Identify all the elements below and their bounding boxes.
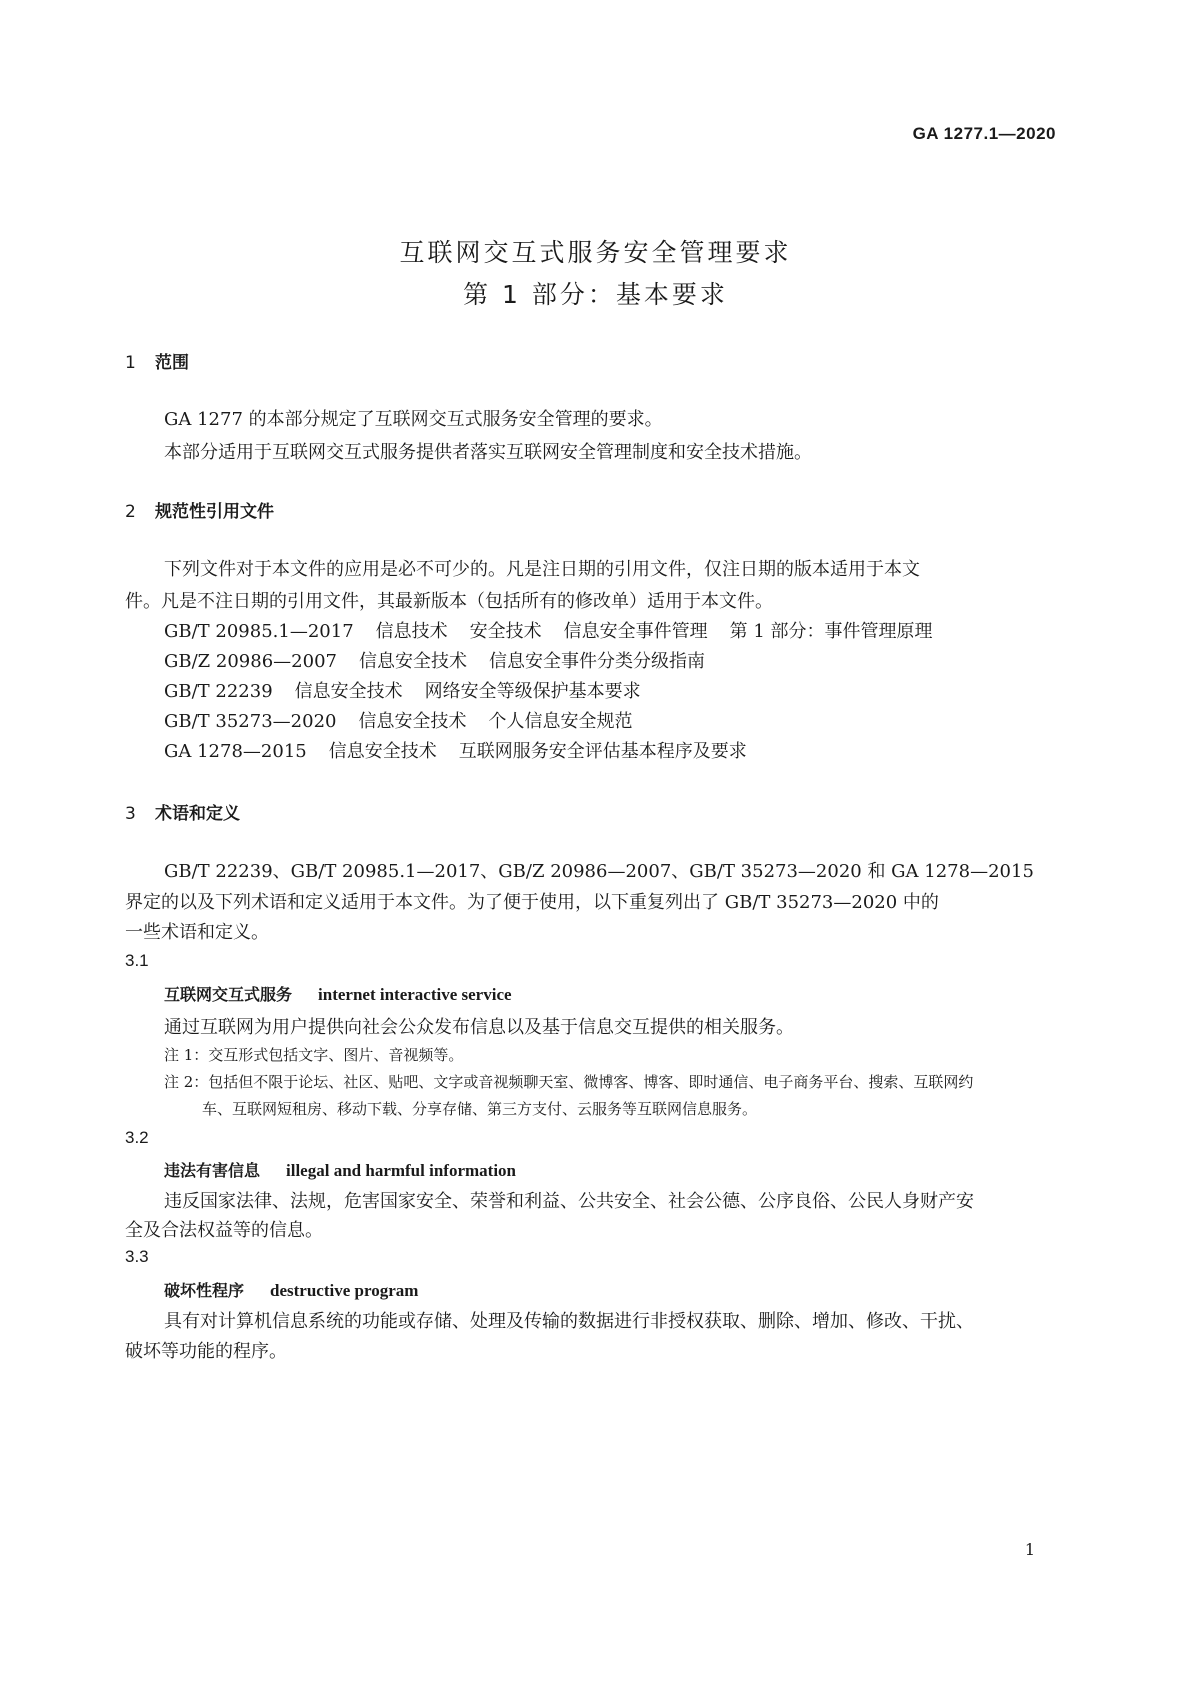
paragraph: 本部分适用于互联网交互式服务提供者落实互联网安全管理制度和安全技术措施。 xyxy=(164,442,812,463)
reference-item xyxy=(164,677,641,703)
standard-code: GA 1277.1—2020 xyxy=(912,124,1056,143)
paragraph: GB/T 22239、GB/T 20985.1—2017、GB/Z 20986—2007、GB/T 35273—2020 和 GA 1278—2015 xyxy=(164,861,1034,882)
term-heading xyxy=(164,1278,418,1301)
page-number: 1 xyxy=(1024,1540,1035,1559)
term-zh: 破坏性程序 xyxy=(164,1281,245,1300)
reference-code: GB/Z 20986—2007 xyxy=(164,651,337,672)
reference-part: 第 1 部分：事件管理原理 xyxy=(729,621,933,642)
reference-code: GB/T 35273—2020 xyxy=(164,711,337,732)
term-heading xyxy=(164,1158,516,1181)
term-note: 注 1：交互形式包括文字、图片、音视频等。 xyxy=(164,1046,464,1064)
reference-part: 信息安全技术 xyxy=(358,711,467,732)
term-en: destructive program xyxy=(270,1281,419,1300)
document-title: 互联网交互式服务安全管理要求 xyxy=(399,238,792,267)
reference-part: 信息技术 xyxy=(375,621,448,642)
term-definition: 通过互联网为用户提供向社会公众发布信息以及基于信息交互提供的相关服务。 xyxy=(164,1017,794,1038)
term-definition: 全及合法权益等的信息。 xyxy=(125,1220,323,1241)
reference-part: 互联网服务安全评估基本程序及要求 xyxy=(458,741,747,762)
reference-code: GB/T 20985.1—2017 xyxy=(164,621,354,642)
section-number: 1 xyxy=(125,353,136,373)
term-note: 车、互联网短租房、移动下载、分享存储、第三方支付、云服务等互联网信息服务。 xyxy=(202,1100,758,1118)
reference-item xyxy=(164,737,747,763)
term-zh: 互联网交互式服务 xyxy=(164,985,293,1004)
term-zh: 违法有害信息 xyxy=(164,1161,261,1180)
section-title: 范围 xyxy=(155,353,189,373)
section-title: 术语和定义 xyxy=(155,804,240,824)
term-definition: 具有对计算机信息系统的功能或存储、处理及传输的数据进行非授权获取、删除、增加、修改、干扰、 xyxy=(164,1311,974,1332)
reference-part: 信息安全事件管理 xyxy=(563,621,708,642)
term-number: 3.3 xyxy=(125,1247,149,1266)
paragraph: 件。凡是不注日期的引用文件，其最新版本（包括所有的修改单）适用于本文件。 xyxy=(125,591,773,612)
term-number: 3.1 xyxy=(125,951,149,970)
paragraph: 界定的以及下列术语和定义适用于本文件。为了便于使用，以下重复列出了 GB/T 35273—2020 中的 xyxy=(125,892,939,913)
section-3-heading xyxy=(125,799,240,824)
section-number: 3 xyxy=(125,804,136,824)
reference-code: GB/T 22239 xyxy=(164,681,273,702)
section-2-heading xyxy=(125,497,274,522)
paragraph: 下列文件对于本文件的应用是必不可少的。凡是注日期的引用文件，仅注日期的版本适用于本文 xyxy=(164,559,920,580)
reference-item xyxy=(164,617,933,643)
reference-part: 信息安全技术 xyxy=(358,651,467,672)
reference-part: 安全技术 xyxy=(469,621,542,642)
reference-part: 个人信息安全规范 xyxy=(488,711,633,732)
paragraph: GA 1277 的本部分规定了互联网交互式服务安全管理的要求。 xyxy=(164,409,663,430)
term-number: 3.2 xyxy=(125,1128,149,1147)
reference-part: 网络安全等级保护基本要求 xyxy=(424,681,641,702)
term-definition: 破坏等功能的程序。 xyxy=(125,1341,287,1362)
reference-part: 信息安全技术 xyxy=(294,681,403,702)
section-title: 规范性引用文件 xyxy=(155,502,274,522)
reference-part: 信息安全技术 xyxy=(328,741,437,762)
term-en: illegal and harmful information xyxy=(286,1161,516,1180)
term-note: 注 2：包括但不限于论坛、社区、贴吧、文字或音视频聊天室、微博客、博客、即时通信、电子商务平台、搜索、互联网约 xyxy=(164,1073,974,1091)
document-subtitle: 第 1 部分：基本要求 xyxy=(463,280,728,309)
term-en: internet interactive service xyxy=(318,985,512,1004)
term-heading xyxy=(164,982,512,1005)
reference-item xyxy=(164,707,632,733)
reference-part: 信息安全事件分类分级指南 xyxy=(488,651,705,672)
reference-item xyxy=(164,647,705,673)
section-number: 2 xyxy=(125,502,136,522)
reference-code: GA 1278—2015 xyxy=(164,741,307,762)
term-definition: 违反国家法律、法规，危害国家安全、荣誉和利益、公共安全、社会公德、公序良俗、公民人身财产安 xyxy=(164,1191,974,1212)
paragraph: 一些术语和定义。 xyxy=(125,922,269,943)
section-1-heading xyxy=(125,348,189,373)
